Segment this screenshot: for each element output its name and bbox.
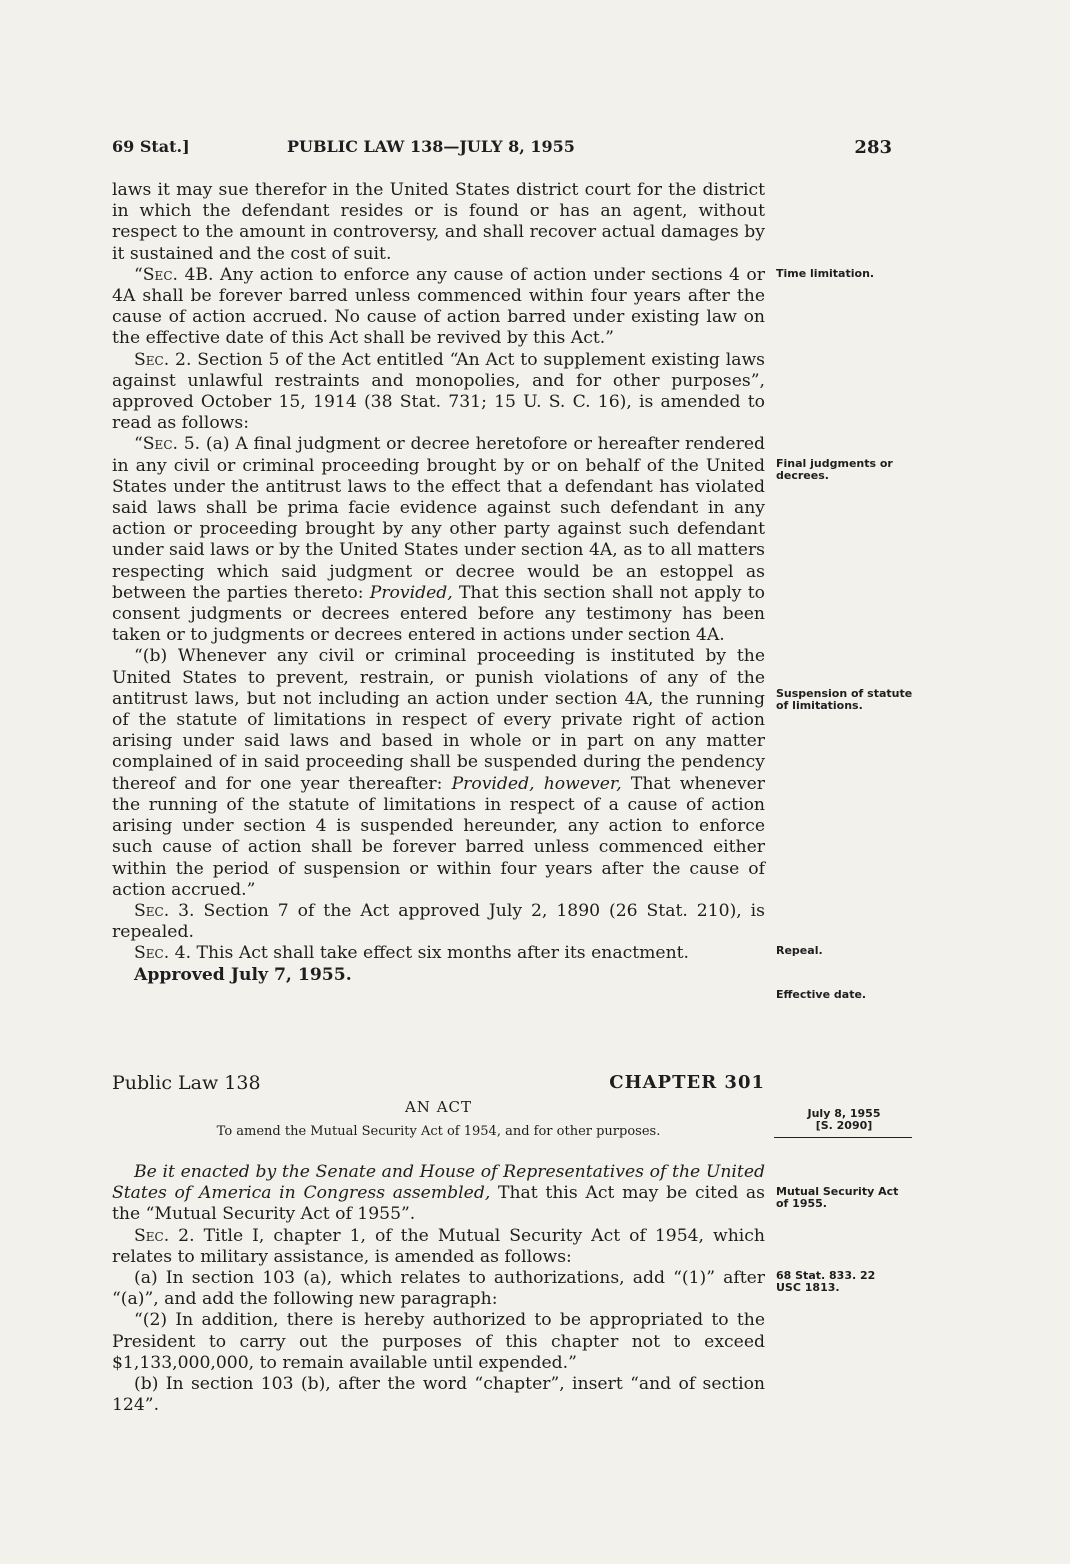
margin-note-citation: 68 Stat. 833. 22 USC 1813. — [776, 1269, 876, 1294]
paragraph-sec-3: Sec. 3. Section 7 of the Act approved July 2, 1890 (26 Stat. 210), is repealed. — [112, 900, 765, 943]
paragraph-title-i: Sec. 2. Title I, chapter 1, of the Mutual Security Act of 1954, which relates to military assistance, is amended as follows: — [112, 1225, 765, 1267]
margin-note-suspension: Suspension of statute of limitations. — [776, 687, 913, 712]
enacting-clause: Be it enacted by the Senate and House of Representatives of the United States of America in Congress assembled, That this Act may be cited as the “Mutual Security Act of 1955”. — [112, 1162, 765, 1225]
public-law-heading: PUBLIC LAW 138—JULY 8, 1955 — [287, 137, 575, 156]
margin-note-effective-date: Effective date. — [776, 988, 867, 1001]
an-act-label: AN ACT — [404, 1098, 473, 1116]
paragraph-sec-2: Sec. 2. Section 5 of the Act entitled “An Act to supplement existing laws against unlawful restraints and monopolies, and for other purposes”, approved October 15, 1914 (38 Stat. 731; 15 U. S. C. 16), is amended to read as follows: — [112, 349, 765, 434]
paragraph-continuation: laws it may sue therefor in the United States district court for the district in which the defendant resides or is found or has an agent, without respect to the amount in controversy, and shall recover actual damages by it sustained and the cost of suit. — [112, 180, 765, 264]
running-head — [112, 137, 892, 161]
margin-note-time-limitation: Time limitation. — [776, 267, 875, 280]
statute-volume: 69 Stat.] — [112, 137, 190, 156]
margin-note-mutual-security: Mutual Security Act of 1955. — [776, 1185, 899, 1210]
date-divider — [774, 1137, 912, 1138]
senate-bill-number: [S. 2090] — [815, 1119, 873, 1132]
paragraph-amend-a: (a) In section 103 (a), which relates to authorizations, add “(1)” after “(a)”, and add the following new paragraph: — [112, 1268, 765, 1310]
paragraph-sec-4b: “Sec. 4B. Any action to enforce any cause of action under sections 4 or 4A shall be forever barred unless commenced within four years after the cause of action accrued. No cause of action barred under existing law on the effective date of this Act shall be revived by this Act.” — [112, 264, 765, 349]
margin-note-repeal: Repeal. — [776, 944, 823, 957]
enactment-date-block — [776, 1108, 912, 1132]
paragraph-sec-4: Sec. 4. This Act shall take effect six months after its enactment. — [134, 943, 690, 964]
paragraph-amend-b: (b) In section 103 (b), after the word “chapter”, insert “and of section 124”. — [112, 1374, 765, 1416]
main-text-section-2 — [112, 1162, 765, 1416]
paragraph-sec-5a: “Sec. 5. (a) A final judgment or decree heretofore or hereafter rendered in any civil or criminal proceeding brought by or on behalf of the United States under the antitrust laws to the effect that a defendant has violated said laws shall be prima facie evidence against such defendant in any action or proceeding brought by any other party against such defendant under said laws or by the United States under section 4A, as to all matters respecting which said judgment or decree would be an estoppel as between the parties thereto: Provided, That this section shall not apply to consent judgments or decrees entered before any testimony has been taken or to judgments or decrees entered in actions under section 4A. — [112, 434, 765, 646]
page-number: 283 — [854, 137, 892, 158]
paragraph-amend-a2: “(2) In addition, there is hereby authorized to be appropriated to the President to carry out the purposes of this chapter not to exceed $1,133,000,000, to remain available until expended.” — [112, 1310, 765, 1373]
chapter-number: CHAPTER 301 — [609, 1072, 765, 1093]
approved-date: Approved July 7, 1955. — [134, 964, 352, 985]
margin-note-final-judgments: Final judgments or decrees. — [776, 457, 893, 482]
public-law-header — [112, 1072, 765, 1098]
act-title: To amend the Mutual Security Act of 1954, and for other purposes. — [216, 1124, 661, 1139]
public-law-number: Public Law 138 — [112, 1072, 261, 1094]
main-text-section-1 — [112, 180, 765, 986]
paragraph-sec-5b: “(b) Whenever any civil or criminal proceeding is instituted by the United States to prevent, restrain, or punish violations of any of the antitrust laws, but not including an action under section 4A, the running of the statute of limitations in respect of every private right of action arising under said laws and based in whole or in part on any matter complained of in said proceeding shall be suspended during the pendency thereof and for one year thereafter: Provided, however, That whenever the running of the statute of limitations in respect of a cause of action arising under section 4 is suspended hereunder, any action to enforce such cause of action shall be forever barred unless commenced either within the period of suspension or within four years after the cause of action accrued.” — [112, 646, 765, 900]
enactment-date: July 8, 1955 — [807, 1107, 881, 1120]
